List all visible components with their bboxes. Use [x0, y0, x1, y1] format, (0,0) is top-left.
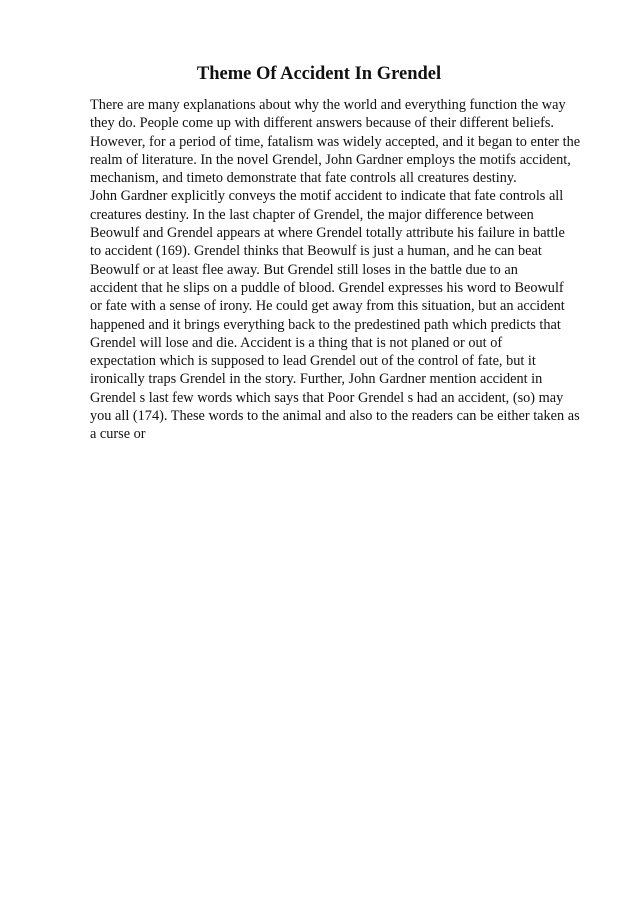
- body-line: expectation which is supposed to lead Grendel out of the control of fate, but it: [90, 353, 536, 370]
- document-body: [90, 96, 610, 444]
- body-line: you all (174). These words to the animal and also to the readers can be either taken as: [90, 408, 580, 425]
- body-line: realm of literature. In the novel Grendel, John Gardner employs the motifs accident,: [90, 151, 571, 168]
- body-line: happened and it brings everything back to the predestined path which predicts that: [90, 316, 561, 333]
- body-line: John Gardner explicitly conveys the motif accident to indicate that fate controls all: [90, 188, 564, 205]
- body-line: a curse or: [90, 426, 146, 443]
- body-line: mechanism, and timeto demonstrate that fate controls all creatures destiny.: [90, 170, 517, 187]
- body-line: Beowulf and Grendel appears at where Grendel totally attribute his failure in battle: [90, 225, 565, 242]
- document-title: Theme Of Accident In Grendel: [196, 64, 442, 84]
- body-line: creatures destiny. In the last chapter of Grendel, the major difference between: [90, 206, 534, 223]
- body-line: or fate with a sense of irony. He could get away from this situation, but an accident: [90, 298, 565, 315]
- body-line: accident that he slips on a puddle of blood. Grendel expresses his word to Beowulf: [90, 279, 564, 296]
- body-line: There are many explanations about why the world and everything function the way: [90, 97, 566, 113]
- body-line: ironically traps Grendel in the story. Further, John Gardner mention accident in: [90, 371, 543, 388]
- body-line: to accident (169). Grendel thinks that Beowulf is just a human, and he can beat: [90, 243, 542, 260]
- body-line: Grendel s last few words which says that Poor Grendel s had an accident, (so) may: [90, 389, 564, 406]
- body-line: Beowulf or at least flee away. But Grendel still loses in the battle due to an: [90, 261, 518, 278]
- body-line: they do. People come up with different answers because of their different beliefs.: [90, 115, 554, 132]
- body-line: Grendel will lose and die. Accident is a thing that is not planed or out of: [90, 334, 503, 351]
- body-line: However, for a period of time, fatalism was widely accepted, and it began to enter the: [90, 133, 581, 150]
